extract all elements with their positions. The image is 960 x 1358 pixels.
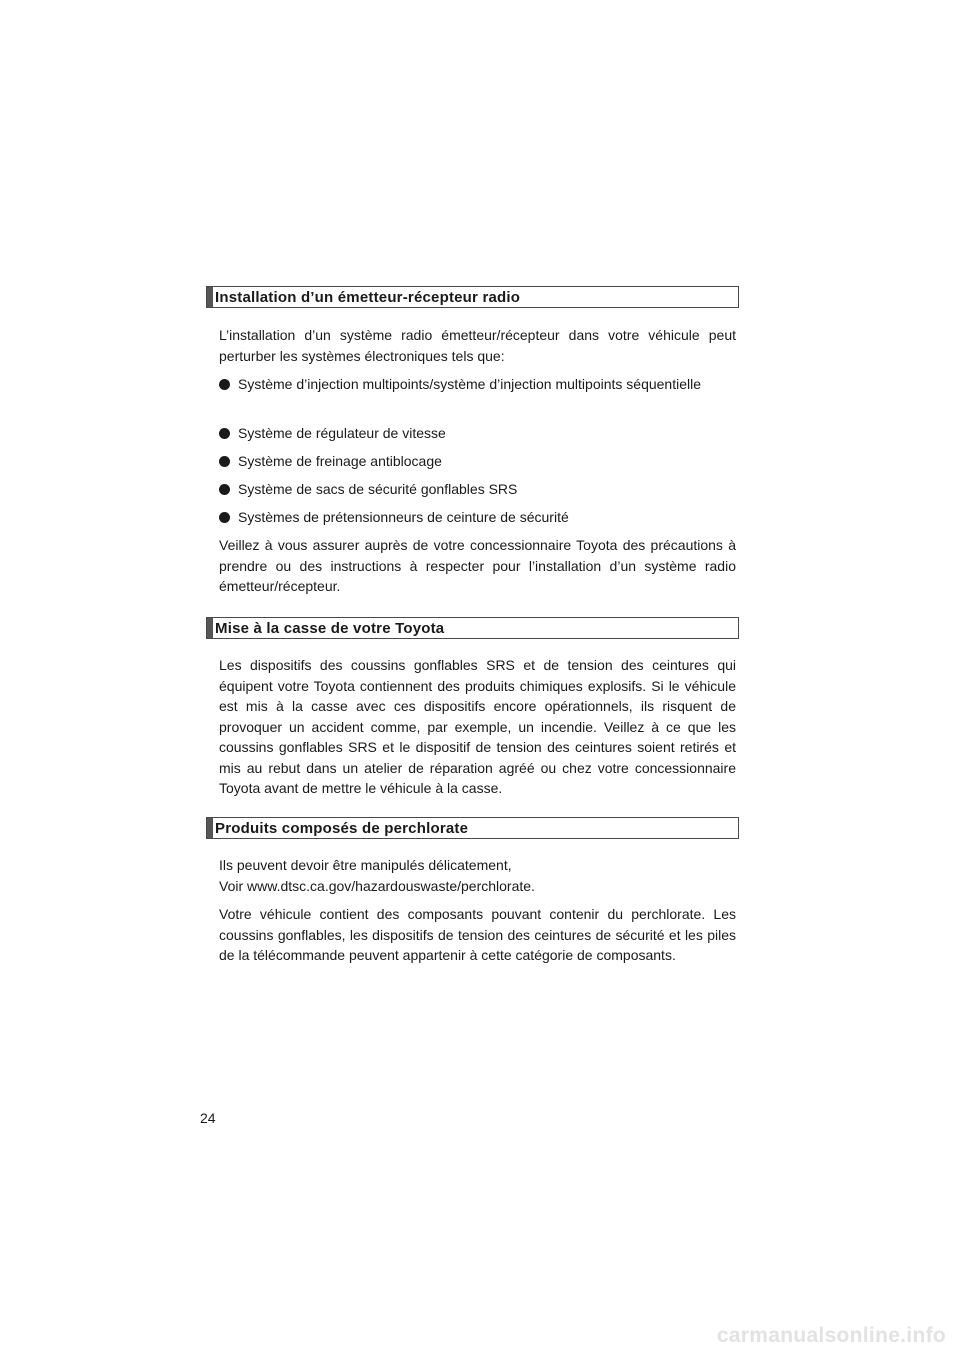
bullet-dot-icon [219,428,230,439]
bullet-item [219,451,736,472]
bullet-text: Système d’injection multipoints/système d’injection multipoints séquentielle [238,376,702,392]
bullet-dot-icon [219,484,230,495]
watermark-text: carmanualsonline.info [716,1324,946,1347]
section-header-bar [207,618,213,638]
section-title: Produits composés de perchlorate [215,820,469,837]
section-title: Installation d’un émetteur-récepteur radio [215,289,521,306]
bullet-dot-icon [219,456,230,467]
bullet-text: Système de freinage antiblocage [238,453,442,469]
section-header-perchlorate [206,817,739,839]
radio-intro-paragraph: L’installation d’un système radio émetteur/récepteur dans votre véhicule peut perturber les systèmes électroniques tels que: [219,327,736,364]
bullet-item [219,374,736,395]
section-header-bar [207,818,213,838]
bullet-item [219,479,736,500]
bullet-dot-icon [219,379,230,390]
perchlorate-paragraph: Votre véhicule contient des composants pouvant contenir du perchlorate. Les coussins gonflables, les dispositifs de tension des ceintures de sécurité et les piles de la télécommande peuvent appartenir à cette catégorie de composants. [219,906,736,963]
disposal-paragraph: Les dispositifs des coussins gonflables SRS et de tension des ceintures qui équipent votre Toyota contiennent des produits chimiques explosifs. Si le véhicule est mis à la casse avec ces dispositifs encore opérationnels, ils risquent de provoquer un accident comme, par exemple, un incendie. Veillez à ce que les coussins gonflables SRS et le dispositif de tension des ceintures soient retirés et mis au rebut dans un atelier de réparation agréé ou chez votre concessionnaire Toyota avant de mettre le véhicule à la casse. [219,657,736,796]
perchlorate-line-2: Voir www.dtsc.ca.gov/hazardouswaste/perchlorate. [219,878,535,894]
section-title: Mise à la casse de votre Toyota [215,620,445,637]
section-header-bar [207,287,213,307]
perchlorate-line-1: Ils peuvent devoir être manipulés délicatement, [219,857,512,873]
bullet-text: Systèmes de prétensionneurs de ceinture de sécurité [238,509,569,525]
bullet-item [219,507,736,528]
section-header-disposal [206,617,739,639]
radio-outro-paragraph: Veillez à vous assurer auprès de votre concessionnaire Toyota des précautions à prendre ou des instructions à respecter pour l’installation d’un système radio émetteur/récepteur. [219,537,736,594]
bullet-text: Système de sacs de sécurité gonflables SRS [238,481,518,497]
bullet-item [219,423,736,444]
page-number: 24 [200,1110,216,1126]
section-header-radio [206,286,739,308]
bullet-text: Système de régulateur de vitesse [238,425,446,441]
bullet-dot-icon [219,512,230,523]
